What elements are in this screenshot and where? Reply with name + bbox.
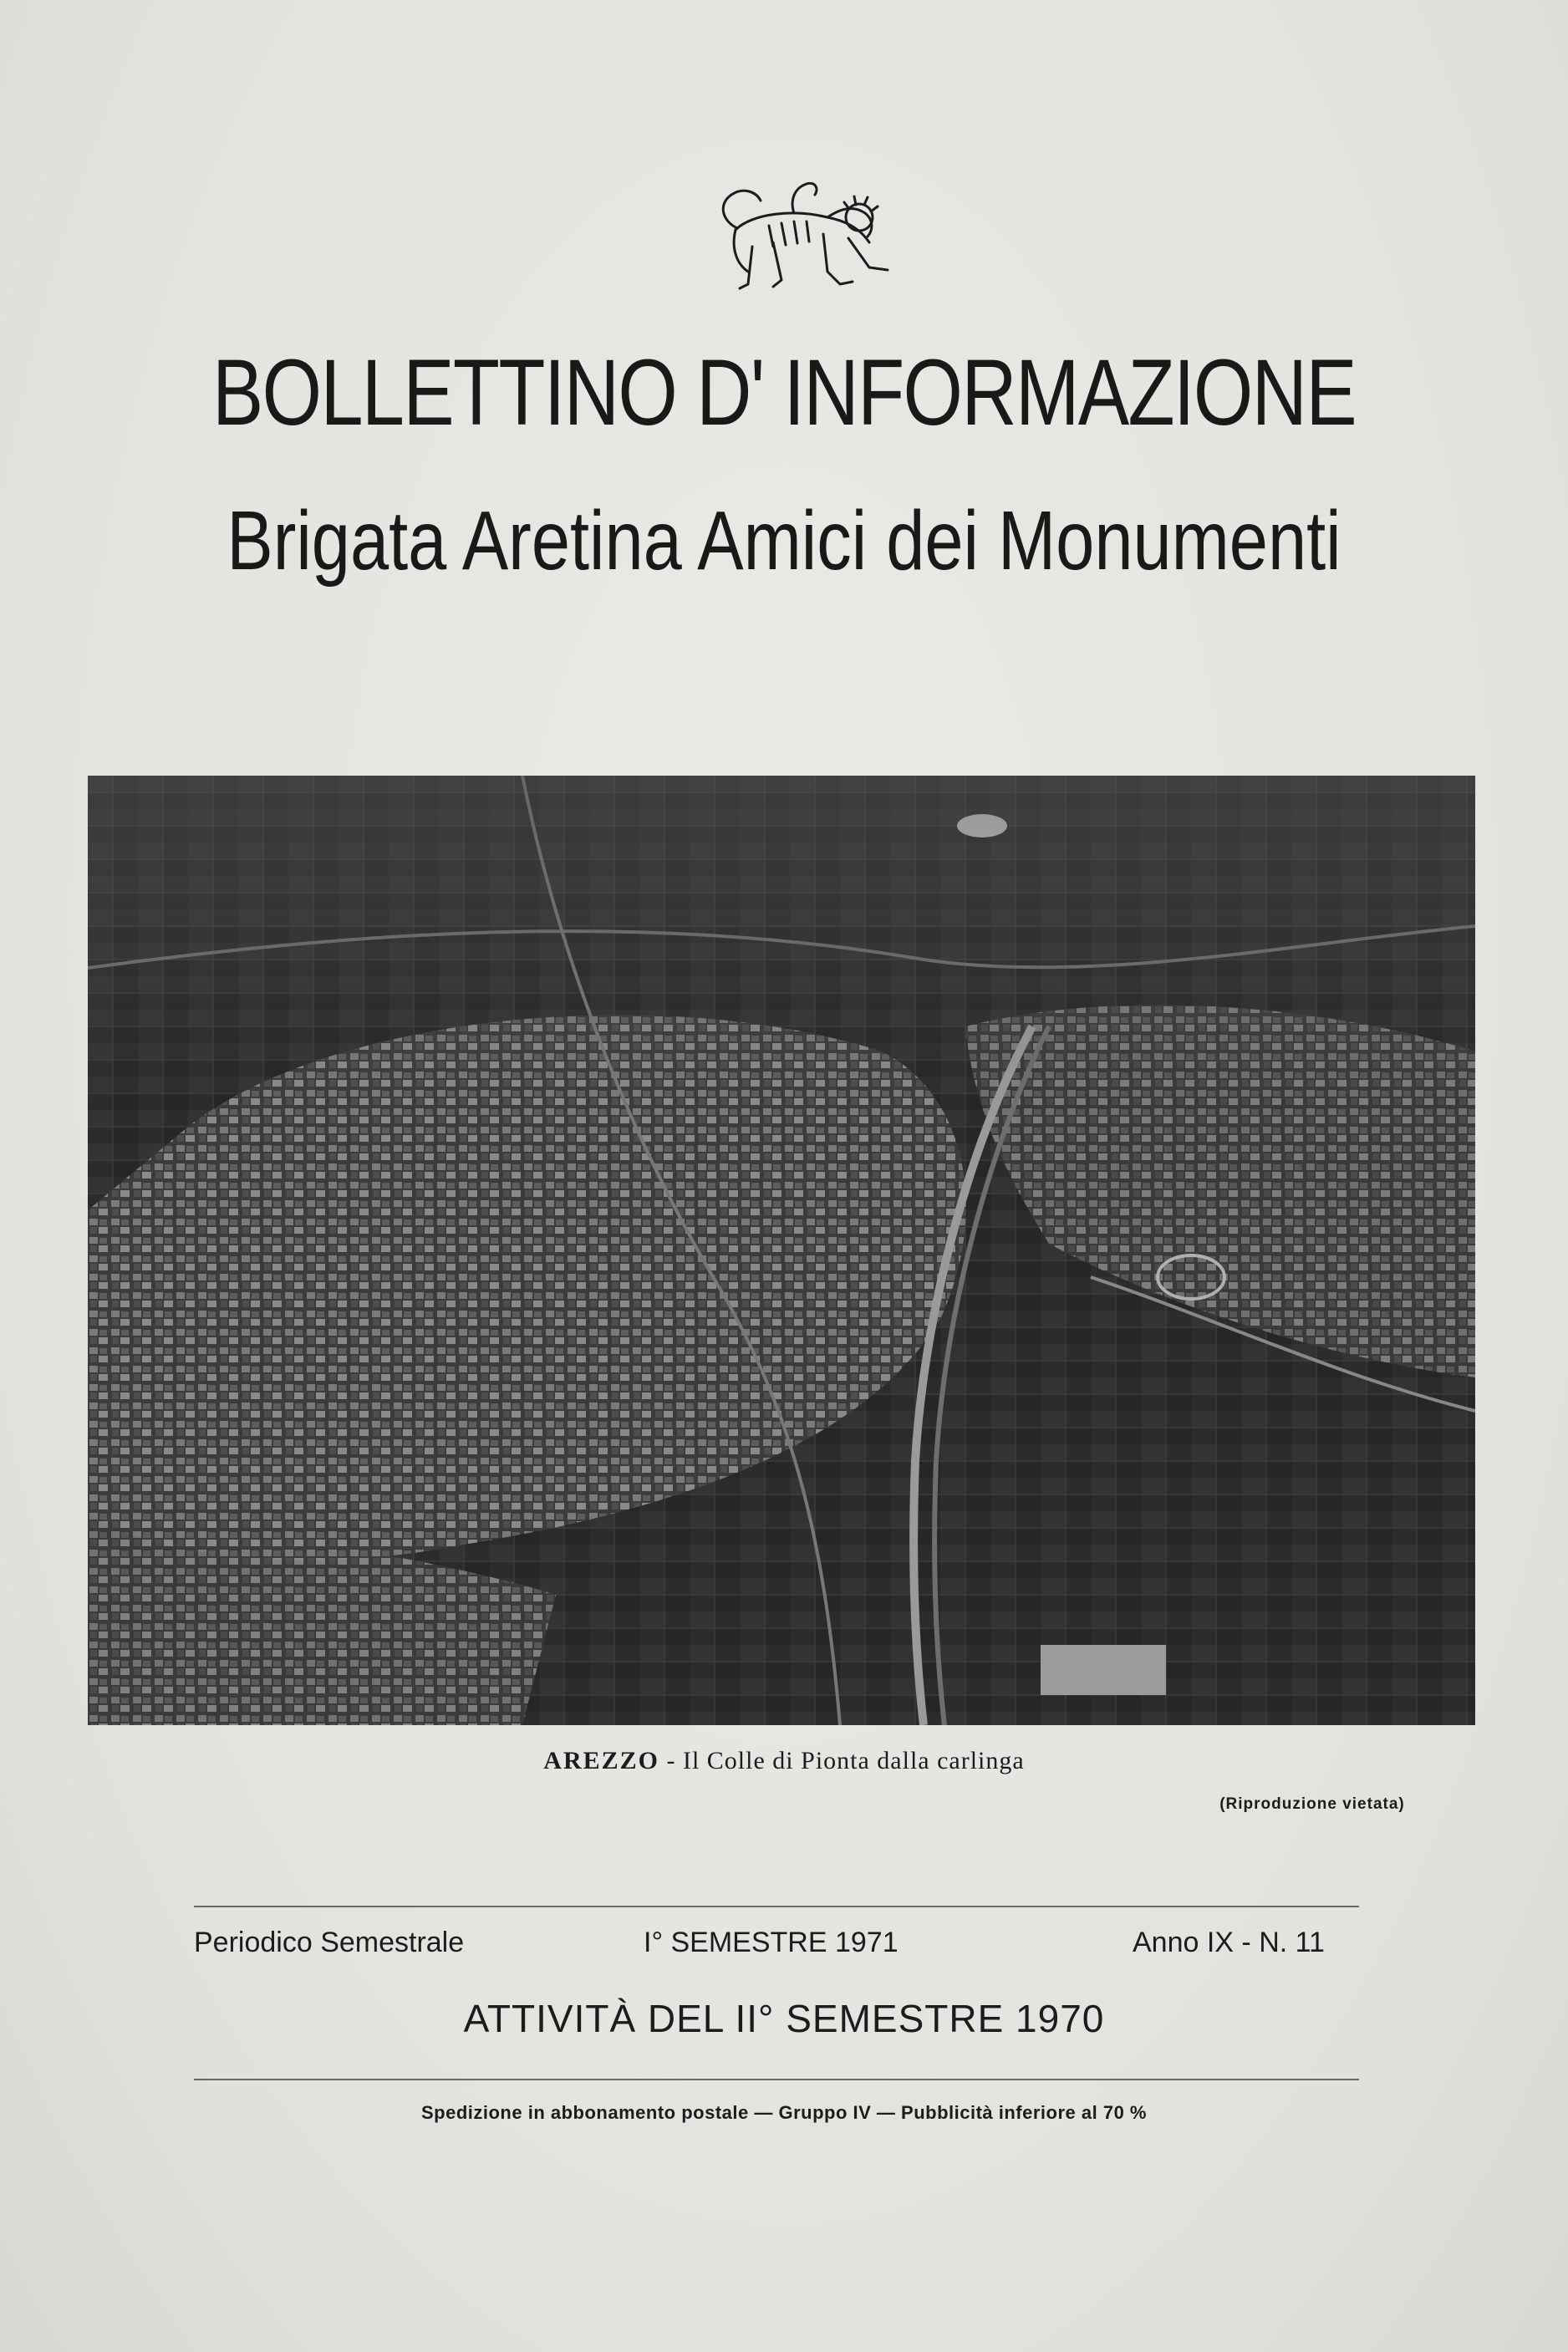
bulletin-title: BOLLETTINO D' INFORMAZIONE [212, 340, 1356, 445]
divider-top [194, 1906, 1359, 1907]
bulletin-subtitle: Brigata Aretina Amici dei Monumenti [227, 494, 1341, 588]
semester-label: I° SEMESTRE 1971 [644, 1927, 899, 1958]
aerial-photo-arezzo [88, 776, 1475, 1725]
activity-heading: ATTIVITÀ DEL II° SEMESTRE 1970 [463, 1997, 1105, 2040]
reproduction-notice: (Riproduzione vietata) [1219, 1795, 1405, 1813]
caption-place: AREZZO [543, 1747, 659, 1774]
caption-text: - Il Colle di Pionta dalla carlinga [659, 1747, 1025, 1774]
chimera-emblem-icon [702, 171, 894, 305]
postal-notice: Spedizione in abbonamento postale — Gruppo IV — Pubblicità inferiore al 70 % [420, 2102, 1147, 2123]
issue-number: Anno IX - N. 11 [1133, 1927, 1325, 1958]
photo-caption [0, 1747, 1568, 1775]
divider-bottom [194, 2079, 1359, 2080]
periodicity-label: Periodico Semestrale [194, 1927, 465, 1958]
